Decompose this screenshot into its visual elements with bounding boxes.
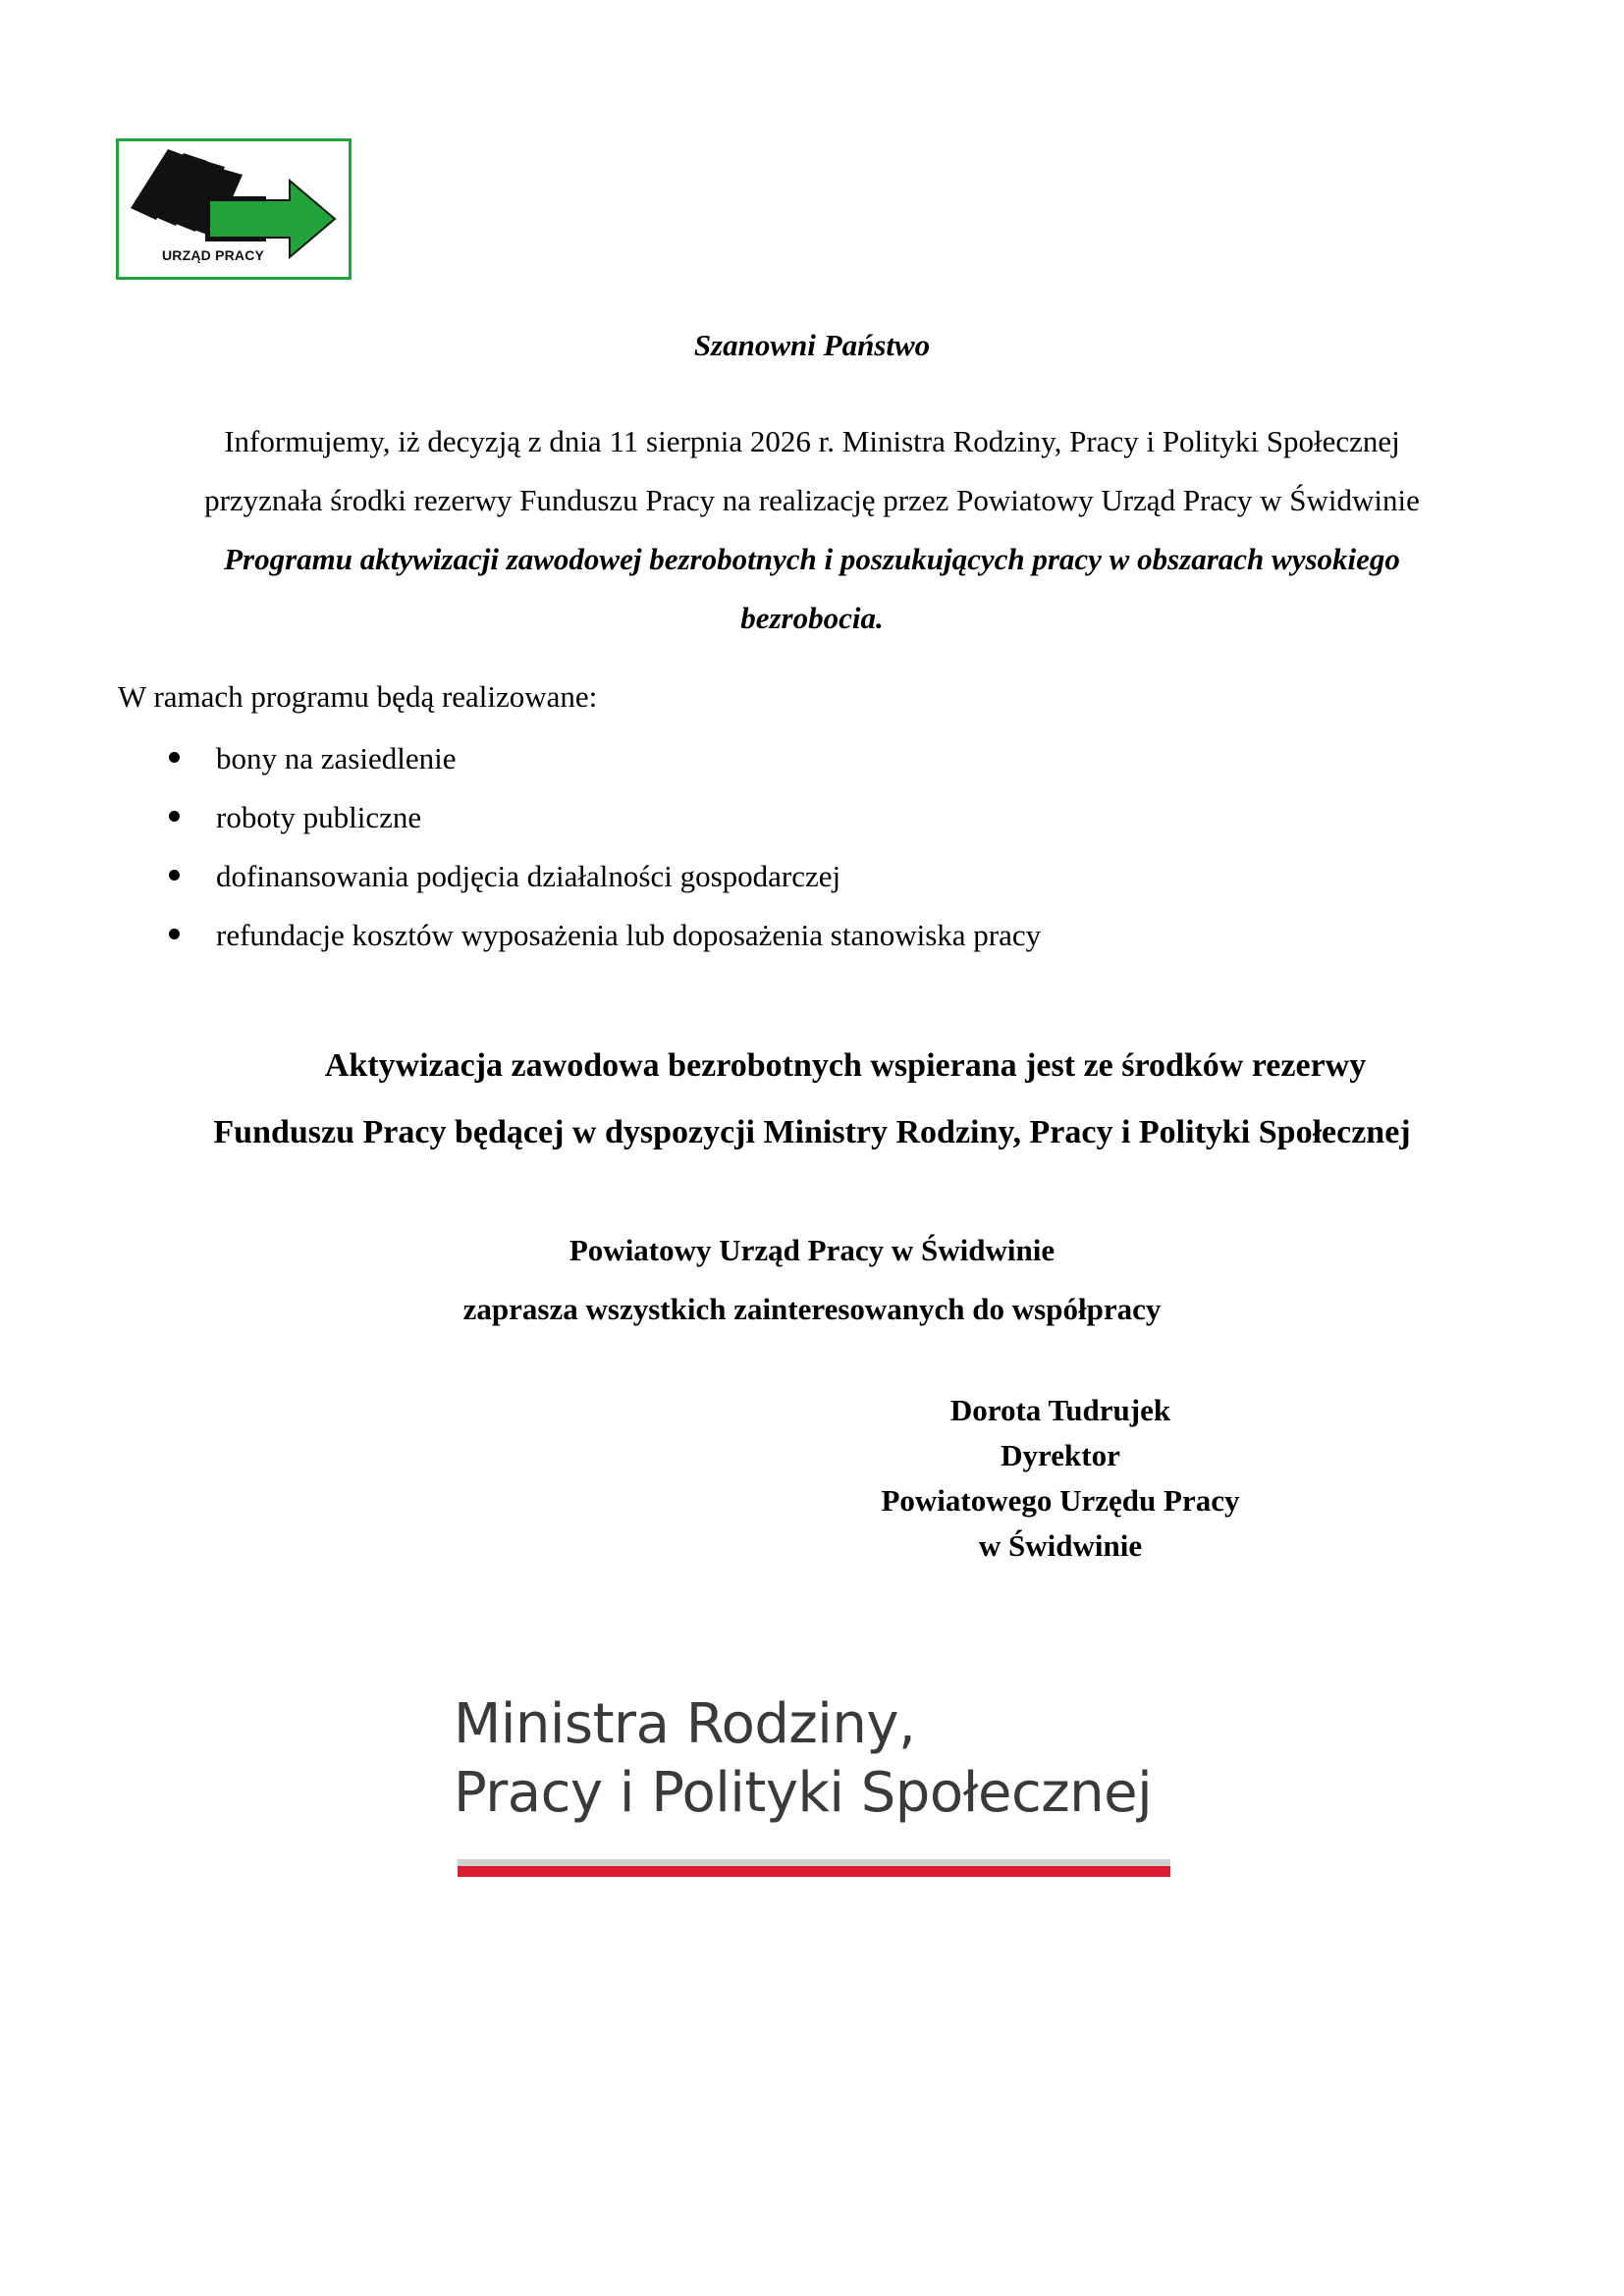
signatory-name: Dorota Tudrujek [949,1393,1171,1427]
logo-caption: URZĄD PRACY [162,247,265,263]
signature-block [766,1388,1355,1569]
funding-line: Funduszu Pracy będącej w dyspozycji Ministry Rodziny, Pracy i Polityki Społecznej [213,1114,1411,1150]
bullet-icon [169,811,180,822]
urzad-pracy-logo [116,138,352,280]
list-item [118,915,1041,974]
activities-list [118,738,1041,974]
signatory-office: Powiatowego Urzędu Pracy [881,1483,1240,1518]
polish-flag-stripe [458,1859,1170,1877]
intro-line: Informujemy, iż decyzją z dnia 11 sierpnia 2026 r. Ministra Rodziny, Pracy i Polityki Społecznej [224,424,1400,458]
signatory-location: w Świdwinie [978,1528,1143,1563]
invitation-line: zaprasza wszystkich zainteresowanych do współpracy [462,1292,1162,1326]
list-item [118,856,1041,915]
bullet-icon [169,870,180,881]
list-item-text: roboty publiczne [216,800,422,834]
list-item [118,738,1041,797]
list-item-text: dofinansowania podjęcia działalności gospodarczej [216,859,841,893]
ministry-logo-text [454,1690,1180,1828]
funding-statement [0,1033,1624,1166]
list-item-text: bony na zasiedlenie [216,741,457,775]
flag-stripe-grey [458,1859,1170,1866]
intro-line: przyznała środki rezerwy Funduszu Pracy na realizację przez Powiatowy Urząd Pracy w Świdwinie [204,483,1420,517]
ministry-logo [454,1690,1180,1828]
ministry-logo-line: Pracy i Polityki Społecznej [454,1761,1153,1825]
intro-paragraph [0,412,1624,648]
invitation [0,1221,1624,1339]
funding-line: Aktywizacja zawodowa bezrobotnych wspierana jest ze środków rezerwy [324,1047,1367,1084]
list-item [118,797,1041,856]
invitation-line: Powiatowy Urząd Pracy w Świdwinie [568,1233,1056,1267]
bullet-icon [169,752,180,763]
flag-stripe-red [458,1866,1170,1877]
greeting: Szanowni Państwo [693,328,931,362]
program-name-line: Programu aktywizacji zawodowej bezrobotnych i poszukujących pracy w obszarach wysokiego [224,542,1400,576]
signatory-title: Dyrektor [1001,1438,1120,1472]
program-name-line: bezrobocia. [740,601,884,635]
list-heading: W ramach programu będą realizowane: [118,679,598,714]
bullet-icon [169,929,180,939]
ministry-logo-line: Ministra Rodziny, [454,1692,916,1756]
list-item-text: refundacje kosztów wyposażenia lub doposażenia stanowiska pracy [216,918,1042,952]
